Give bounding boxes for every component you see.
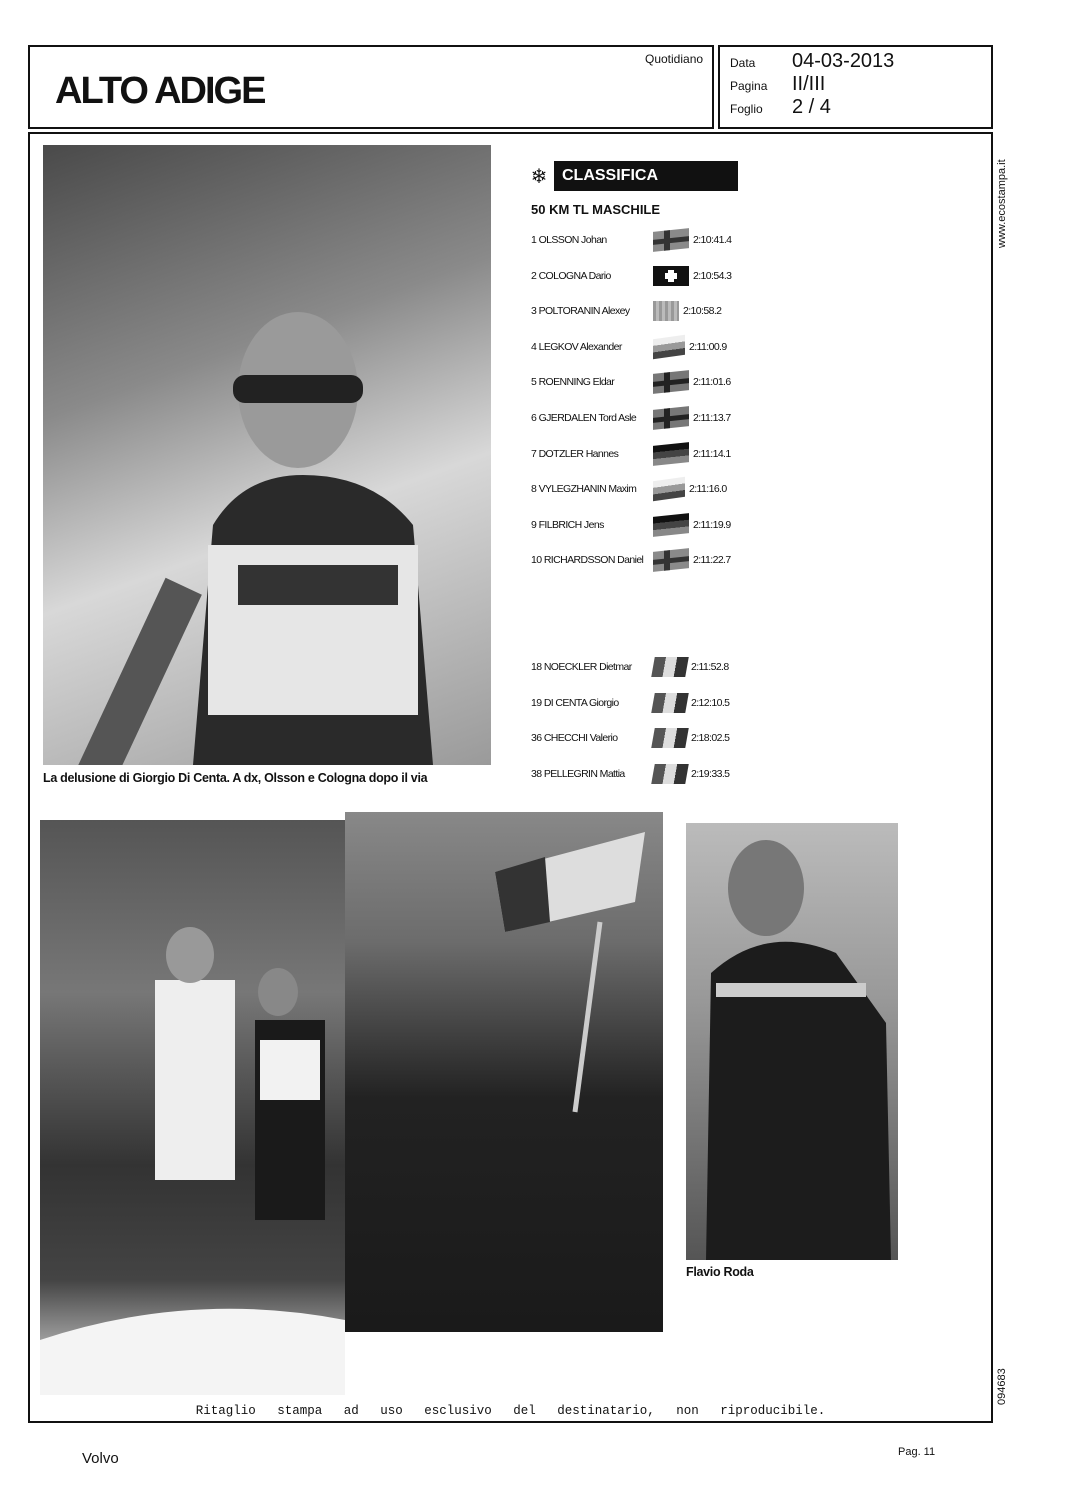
roda-caption: Flavio Roda <box>686 1265 754 1279</box>
result-time: 2:11:00.9 <box>689 340 727 353</box>
athlete-position: 6 <box>531 412 537 424</box>
flag-it-icon <box>651 764 689 784</box>
flag-it-icon <box>651 728 689 748</box>
side-code: 094683 <box>996 1368 1008 1405</box>
result-time: 2:19:33.5 <box>691 767 730 780</box>
result-row <box>531 477 741 501</box>
athlete-position: 9 <box>531 518 537 531</box>
result-time: 2:11:14.1 <box>693 447 731 460</box>
athlete-surname-firstname: DI CENTA Giorgio <box>543 696 619 709</box>
flag-ch-icon <box>653 266 689 286</box>
disclaimer-strip: Ritaglio stampa ad uso esclusivo del destinatario, non riproducibile. <box>195 1404 826 1418</box>
athlete-name <box>531 270 649 282</box>
athlete-name <box>531 732 649 744</box>
page-number: Pag. 11 <box>898 1446 936 1458</box>
result-time: 2:11:22.7 <box>693 554 731 567</box>
flag-it-icon <box>651 693 689 713</box>
result-row <box>531 264 741 288</box>
result-time: 2:11:13.7 <box>693 412 731 424</box>
athlete-surname-firstname: ROENNING Eldar <box>538 376 615 389</box>
result-time: 2:12:10.5 <box>691 696 730 709</box>
crowd-illustration <box>345 812 663 1332</box>
person-illustration <box>686 823 898 1260</box>
snowflake-icon: ❄ <box>524 161 554 191</box>
publication-type: Quotidiano <box>645 52 704 66</box>
result-row <box>531 370 741 394</box>
athlete-surname-firstname: VYLEGZHANIN Maxim <box>538 483 637 496</box>
flag-it-icon <box>651 657 689 677</box>
athlete-surname-firstname: RICHARDSSON Daniel <box>543 554 644 567</box>
athlete-name <box>531 768 649 780</box>
classifica-header <box>524 161 738 191</box>
photo-crowd <box>345 812 663 1332</box>
athlete-position: 10 <box>531 554 542 567</box>
athlete-name <box>531 341 649 353</box>
meta-row-foglio <box>730 96 831 119</box>
result-row <box>531 406 741 430</box>
meta-row-pagina <box>730 73 825 96</box>
athlete-surname-firstname: COLOGNA Dario <box>538 269 611 282</box>
athlete-position: 38 <box>531 767 542 780</box>
result-row <box>531 442 741 466</box>
athlete-surname-firstname: NOECKLER Dietmar <box>543 661 632 673</box>
masthead: ALTO ADIGE <box>55 70 265 112</box>
meta-value: 2 / 4 <box>792 96 831 118</box>
athlete-name <box>531 305 649 317</box>
athlete-surname-firstname: POLTORANIN Alexey <box>538 305 630 318</box>
flag-no-icon <box>653 370 689 394</box>
athlete-surname-firstname: DOTZLER Hannes <box>538 447 619 460</box>
meta-label: Data <box>730 56 756 70</box>
result-row <box>531 299 741 323</box>
athlete-surname-firstname: PELLEGRIN Mattia <box>543 767 625 780</box>
result-time: 2:10:41.4 <box>693 234 732 246</box>
result-time: 2:11:52.8 <box>691 661 729 673</box>
meta-value: 04-03-2013 <box>792 50 895 72</box>
result-row <box>531 228 741 252</box>
athlete-name <box>531 376 649 388</box>
athlete-position: 2 <box>531 269 537 282</box>
result-time: 2:18:02.5 <box>691 732 730 745</box>
athlete-name <box>531 483 649 495</box>
athlete-surname-firstname: GJERDALEN Tord Asle <box>538 412 637 424</box>
result-row <box>531 513 741 537</box>
photo-di-centa <box>43 145 491 765</box>
flag-kz-icon <box>653 301 679 321</box>
flag-de-icon <box>653 513 689 537</box>
athlete-name <box>531 448 649 460</box>
athlete-position: 36 <box>531 732 542 745</box>
meta-label: Pagina <box>730 79 768 93</box>
athlete-position: 8 <box>531 483 537 496</box>
result-time: 2:11:01.6 <box>693 376 731 389</box>
side-url: www.ecostampa.it <box>996 159 1008 248</box>
athlete-position: 19 <box>531 696 542 709</box>
result-time: 2:10:58.2 <box>683 305 722 318</box>
race-title: 50 KM TL MASCHILE <box>531 202 661 217</box>
skiers-illustration <box>40 820 345 1395</box>
result-row <box>531 548 741 572</box>
flag-ru-icon <box>653 477 685 501</box>
meta-row-data <box>730 50 894 73</box>
athlete-name <box>531 234 649 246</box>
result-row <box>531 335 741 359</box>
result-row <box>531 691 741 715</box>
athlete-surname-firstname: OLSSON Johan <box>538 234 607 246</box>
athlete-position: 7 <box>531 447 537 460</box>
athlete-name <box>531 412 649 424</box>
meta-label: Foglio <box>730 102 763 116</box>
result-time: 2:10:54.3 <box>693 269 732 282</box>
flag-de-icon <box>653 442 689 466</box>
photo-olsson-cologna <box>40 820 345 1395</box>
athlete-name <box>531 697 649 709</box>
photo-flavio-roda <box>686 823 898 1260</box>
athlete-position: 4 <box>531 340 537 353</box>
result-row <box>531 762 741 786</box>
main-caption: La delusione di Giorgio Di Centa. A dx, Olsson e Cologna dopo il via <box>43 771 428 785</box>
classifica-title: CLASSIFICA <box>562 167 658 184</box>
result-time: 2:11:19.9 <box>693 518 731 531</box>
result-row <box>531 655 741 679</box>
athlete-position: 3 <box>531 305 537 318</box>
athlete-surname-firstname: FILBRICH Jens <box>538 518 604 531</box>
athlete-name <box>531 554 649 566</box>
flag-se-icon <box>653 548 689 572</box>
result-row <box>531 726 741 750</box>
athlete-surname-firstname: CHECCHI Valerio <box>543 732 618 745</box>
client-name: Volvo <box>82 1450 119 1467</box>
flag-ru-icon <box>653 335 685 359</box>
flag-se-icon <box>653 228 689 252</box>
athlete-surname-firstname: LEGKOV Alexander <box>538 340 622 353</box>
athlete-name <box>531 519 649 531</box>
skier-illustration <box>43 145 491 765</box>
athlete-position: 1 <box>531 234 537 246</box>
result-time: 2:11:16.0 <box>689 483 727 496</box>
athlete-name <box>531 661 649 673</box>
athlete-position: 18 <box>531 661 542 673</box>
athlete-position: 5 <box>531 376 537 389</box>
meta-value: II/III <box>792 73 826 95</box>
flag-no-icon <box>653 406 689 430</box>
